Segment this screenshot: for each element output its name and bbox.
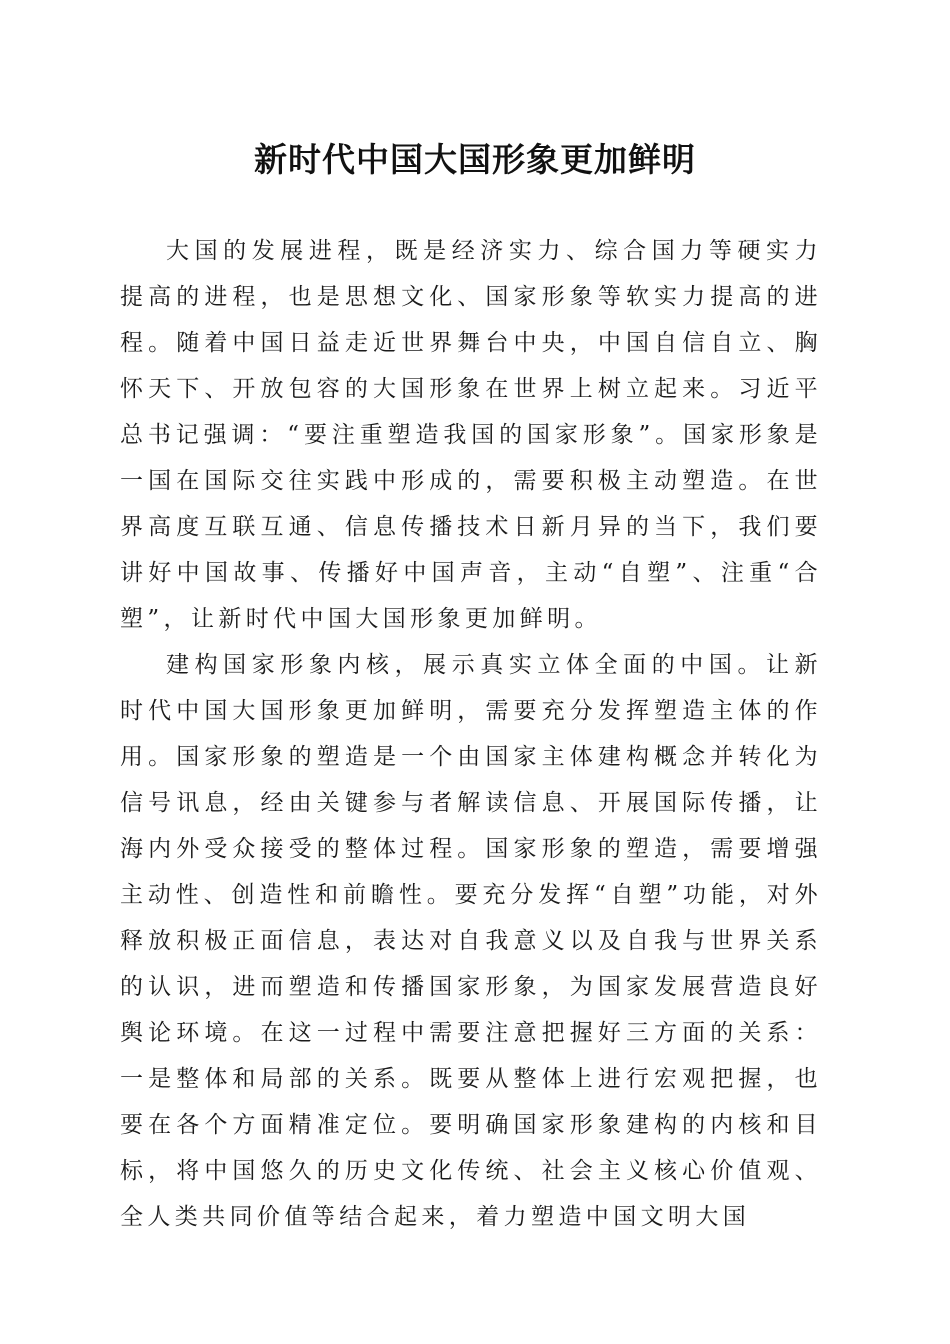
paragraph-2: 建构国家形象内核，展示真实立体全面的中国。让新时代中国大国形象更加鲜明，需要充分发挥塑造主体的作用。国家形象的塑造是一个由国家主体建构概念并转化为信号讯息，经由关键参与者解读信息、开展国际传播，让海内外受众接受的整体过程。国家形象的塑造，需要增强主动性、创造性和前瞻性。要充分发挥“自塑”功能，对外释放积极正面信息，表达对自我意义以及自我与世界关系的认识，进而塑造和传播国家形象，为国家发展营造良好舆论环境。在这一过程中需要注意把握好三方面的关系：一是整体和局部的关系。既要从整体上进行宏观把握，也要在各个方面精准定位。要明确国家形象建构的内核和目标，将中国悠久的历史文化传统、社会主义核心价值观、全人类共同价值等结合起来，着力塑造中国文明大国 (120, 652, 822, 1230)
document-title: 新时代中国大国形象更加鲜明 (254, 140, 696, 179)
document-body (120, 228, 822, 1240)
paragraph-1: 大国的发展进程，既是经济实力、综合国力等硬实力提高的进程，也是思想文化、国家形象等软实力提高的进程。随着中国日益走近世界舞台中央，中国自信自立、胸怀天下、开放包容的大国形象在世界上树立起来。习近平总书记强调：“要注重塑造我国的国家形象”。国家形象是一国在国际交往实践中形成的，需要积极主动塑造。在世界高度互联互通、信息传播技术日新月异的当下，我们要讲好中国故事、传播好中国声音，主动“自塑”、注重“合塑”，让新时代中国大国形象更加鲜明。 (120, 238, 822, 632)
